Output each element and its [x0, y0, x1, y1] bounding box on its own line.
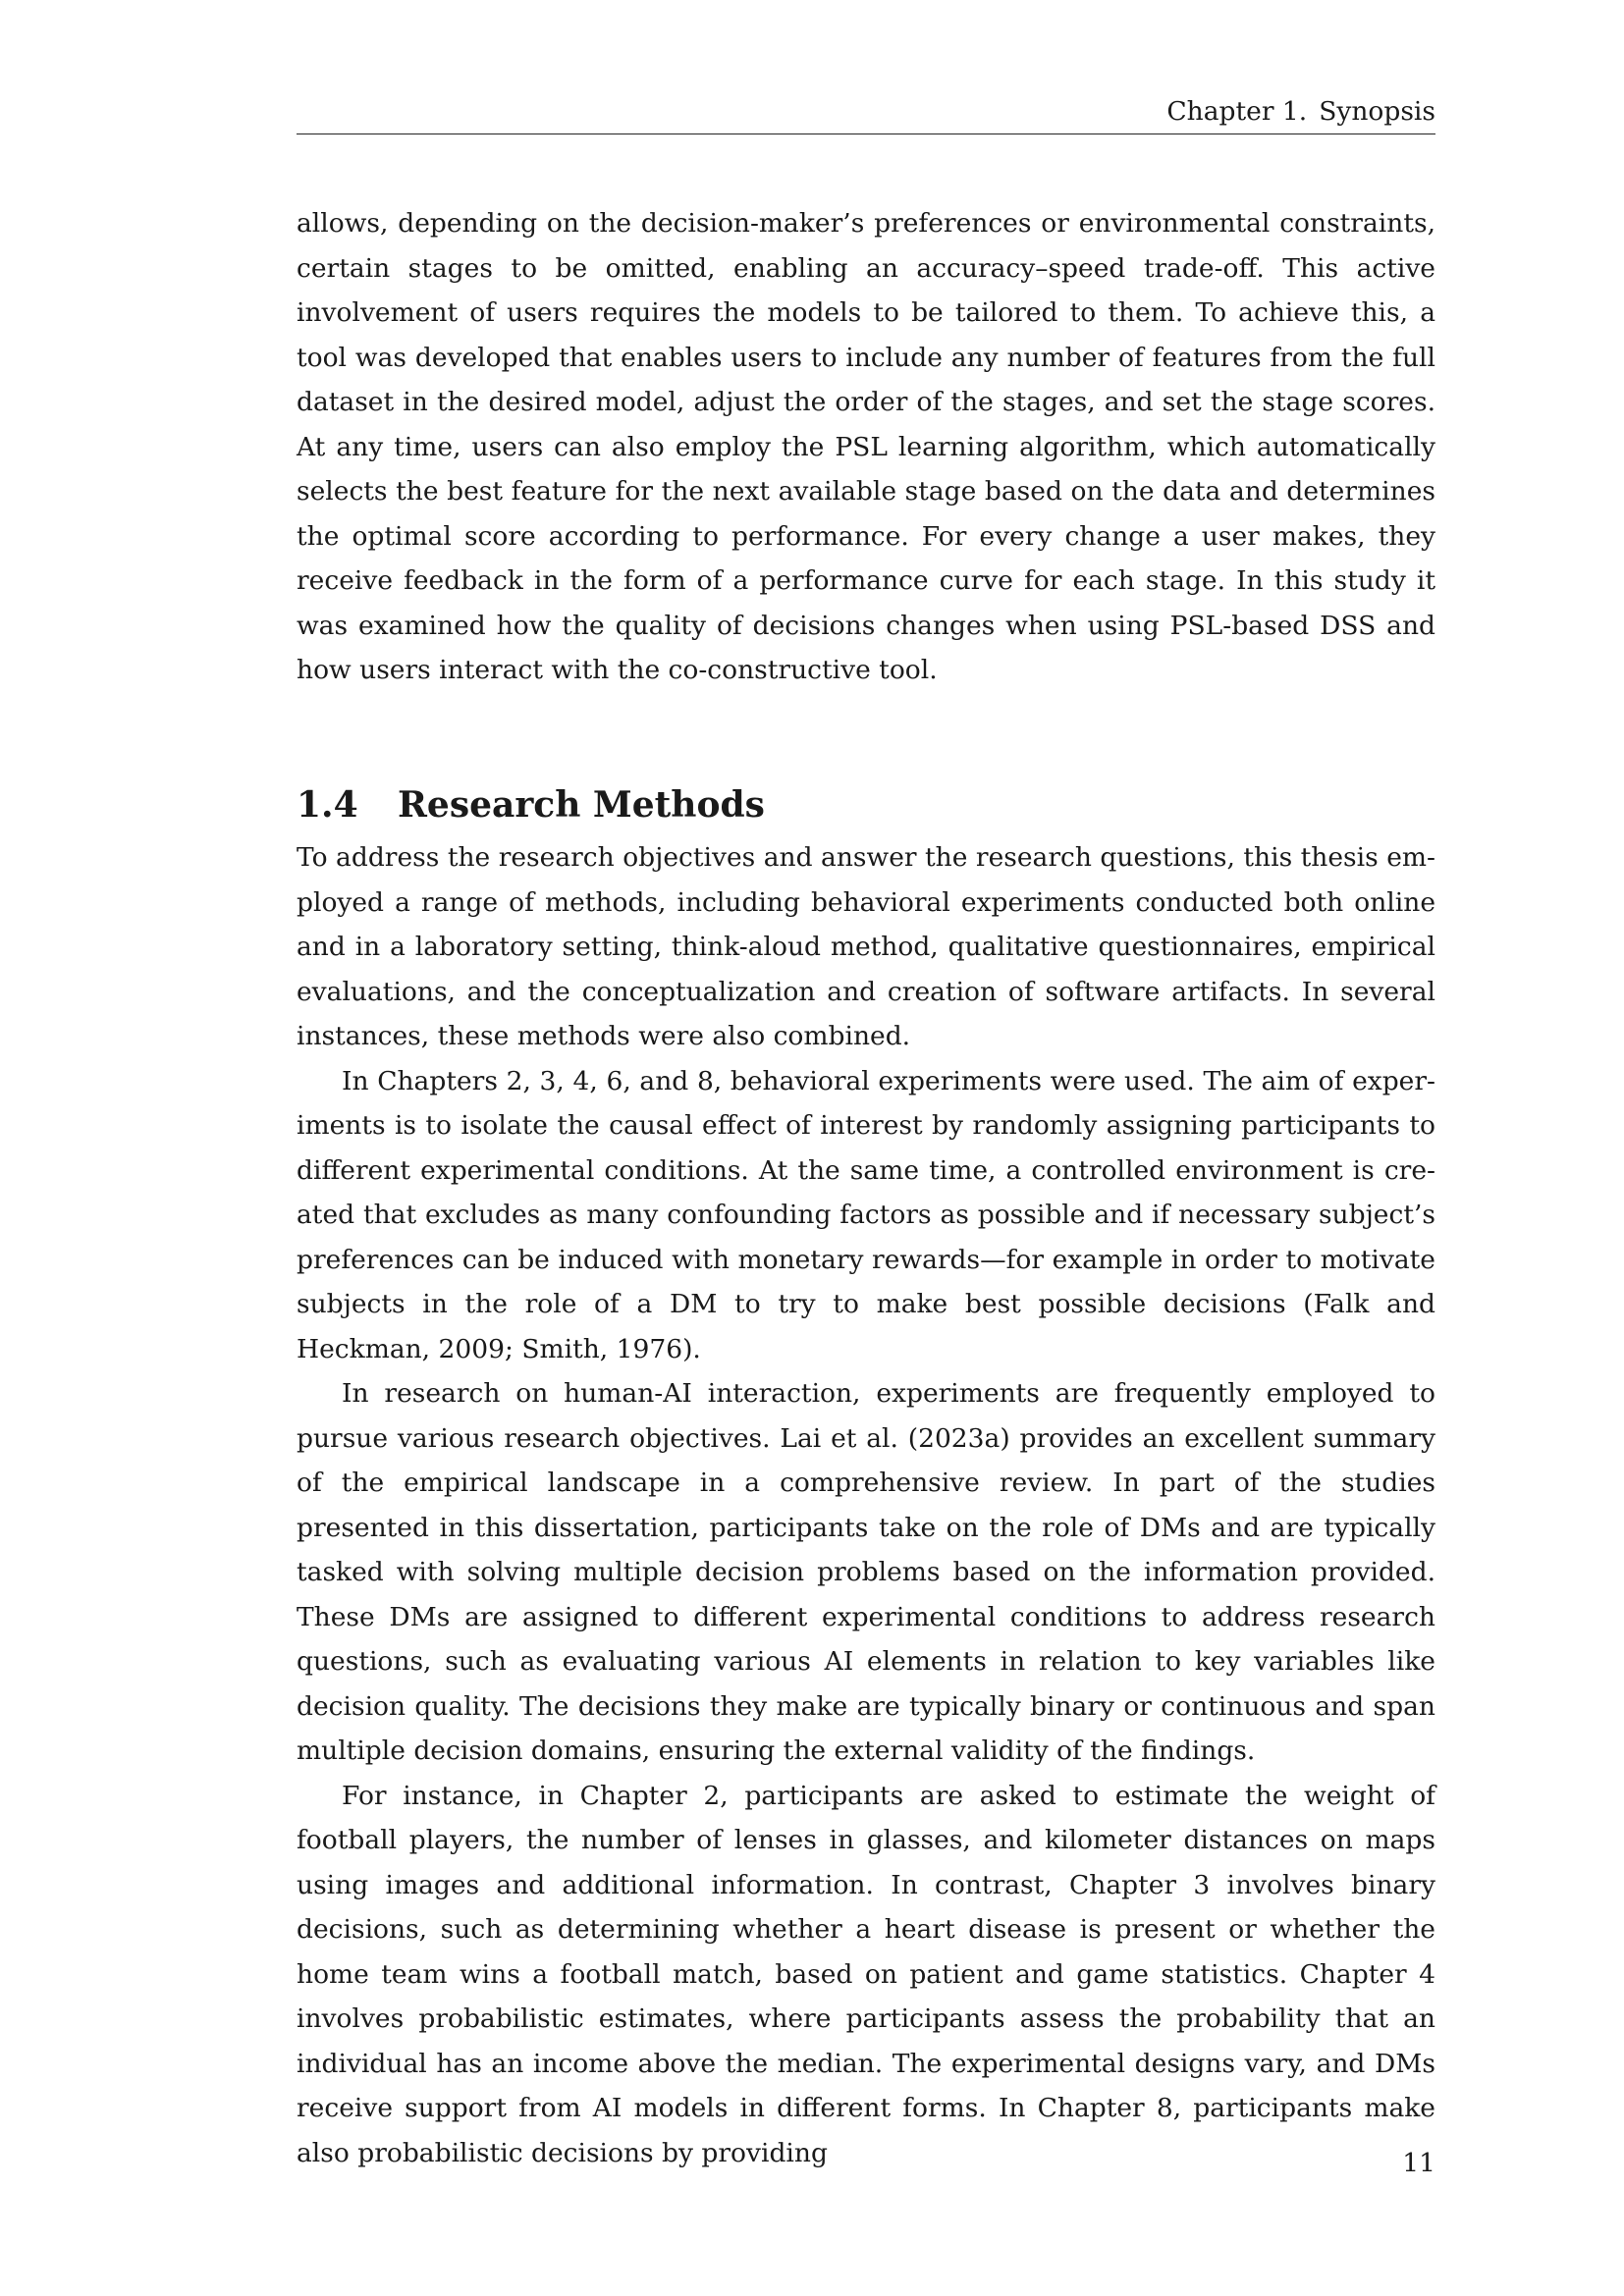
paragraph-methods-overview: To address the research objectives and answer the research questions, this thesis employed a range of methods, including behavioral experiments conducted both online and in a laboratory setting, think-aloud method, qualitative questionnaires, empirical evaluations, and the conceptualization and creation of software artifacts. In several instances, these methods were also combined.: [297, 842, 1435, 1051]
research-methods-text: [297, 835, 1435, 2175]
intro-text-block: [297, 201, 1435, 693]
paragraph-human-ai-research: In research on human-AI interaction, experiments are frequently employed to pursue various research objectives. Lai et al. (2023a) provides an excellent summary of the empirical landscape in a comprehensive review. In part of the studies presented in this dissertation, participants take on the role of DMs and are typically tasked with solving multiple decision problems based on the information provided. These DMs are assigned to different experimental conditions to address research questions, such as evaluating various AI elements in relation to key variables like decision quality. The decisions they make are typically binary or continuous and span multiple decision domains, ensuring the external validity of the findings.: [297, 1378, 1435, 1766]
running-header: [297, 94, 1435, 134]
header-chapter-title: Synopsis: [1319, 96, 1435, 127]
section-heading: [297, 780, 1435, 829]
section-number: 1.4: [297, 783, 358, 826]
intro-paragraph: allows, depending on the decision-maker’s preferences or environmental constraints, certain stages to be omitted, enabling an accuracy–speed trade-off. This active involvement of users requires the models to be tailored to them. To achieve this, a tool was developed that enables users to include any number of features from the full dataset in the desired model, adjust the order of the stages, and set the stage scores. At any time, users can also employ the PSL learning algorithm, which automatically selects the best feature for the next available stage based on the data and determines the optimal score according to performance. For every change a user makes, they receive feedback in the form of a performance curve for each stage. In this study it was examined how the quality of decisions changes when using PSL-based DSS and how users interact with the co-constructive tool.: [297, 208, 1435, 685]
header-chapter-label: Chapter 1.: [1166, 96, 1308, 127]
section-title: Research Methods: [398, 783, 765, 826]
paragraph-behavioral-experiments: In Chapters 2, 3, 4, 6, and 8, behavioral experiments were used. The aim of experiments is to isolate the causal effect of interest by randomly assigning participants to different experimental conditions. At the same time, a controlled environment is created that excludes as many confounding factors as possible and if necessary subject’s preferences can be induced with monetary rewards—for example in order to motivate subjects in the role of a DM to try to make best possible decisions (Falk and Heckman, 2009; Smith, 1976).: [297, 1065, 1435, 1364]
page-number: 11: [1402, 2148, 1435, 2178]
paragraph-chapter-examples: For instance, in Chapter 2, participants are asked to estimate the weight of football players, the number of lenses in glasses, and kilometer distances on maps using images and additional information. In contrast, Chapter 3 involves binary decisions, such as determining whether a heart disease is present or whether the home team wins a football match, based on patient and game statistics. Chapter 4 involves probabilistic estimates, where participants assess the probability that an individual has an income above the median. The experimental designs vary, and DMs receive support from AI models in different forms. In Chapter 8, participants make also probabilistic decisions by providing: [297, 1780, 1435, 2168]
